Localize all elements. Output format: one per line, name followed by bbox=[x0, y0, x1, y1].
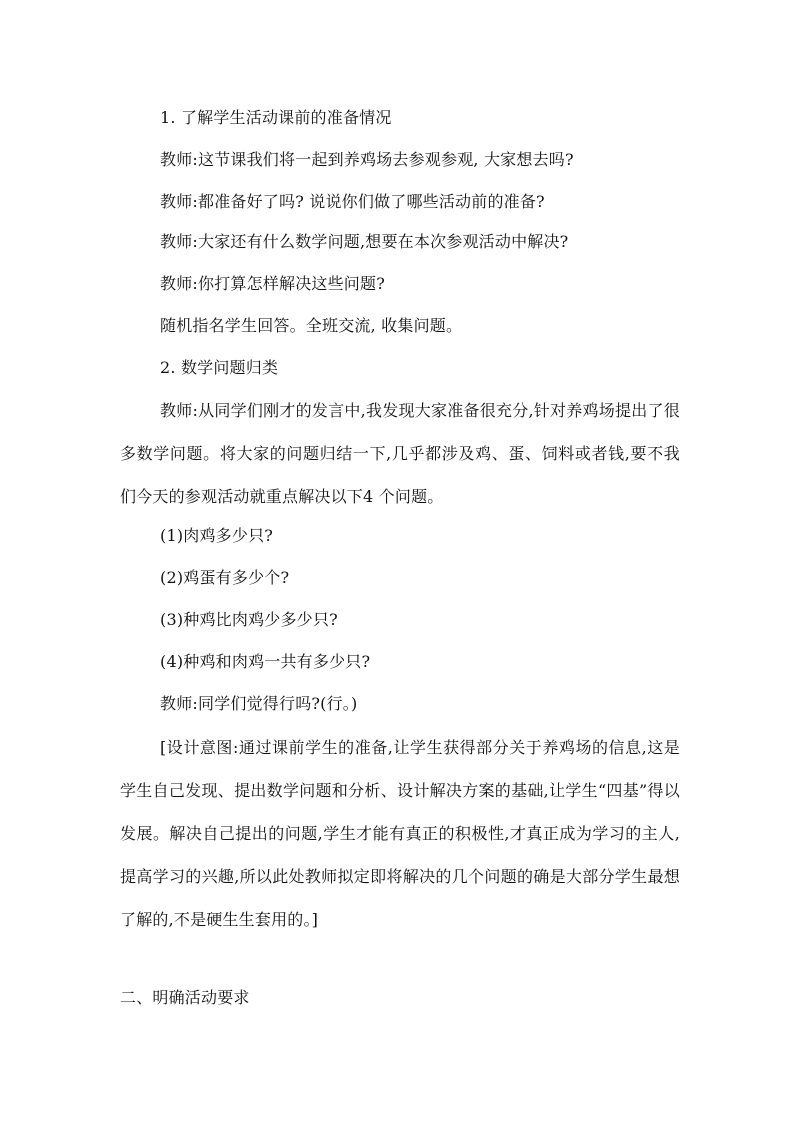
section-heading-2: 二、明确活动要求 bbox=[120, 988, 250, 1007]
teacher-line-2: 教师:都准备好了吗? 说说你们做了哪些活动前的准备? bbox=[160, 192, 545, 211]
question-3: (3)种鸡比肉鸡少多少只? bbox=[160, 610, 338, 629]
heading-2: 2. 数学问题归类 bbox=[160, 358, 279, 377]
teacher-line-4: 教师:你打算怎样解决这些问题? bbox=[160, 274, 385, 293]
question-2: (2)鸡蛋有多少个? bbox=[160, 568, 290, 587]
paragraph-1: 教师:从同学们刚才的发言中,我发现大家准备很充分,针对养鸡场提出了很多数学问题。将大家的问题归结一下,几乎都涉及鸡、蛋、饲料或者钱,要不我们今天的参观活动就重点解决以下4 个问题。 bbox=[120, 401, 680, 506]
question-4: (4)种鸡和肉鸡一共有多少只? bbox=[160, 652, 371, 671]
teacher-line-3: 教师:大家还有什么数学问题,想要在本次参观活动中解决? bbox=[160, 232, 569, 251]
teacher-line-1: 教师:这节课我们将一起到养鸡场去参观参观, 大家想去吗? bbox=[160, 150, 574, 169]
design-intent-paragraph: [设计意图:通过课前学生的准备,让学生获得部分关于养鸡场的信息,这是学生自己发现、提出数学问题和分析、设计解决方案的基础,让学生“四基”得以发展。解决自己提出的问题,学生才能有真正的积极性,才真正成为学习的主人,提高学习的兴趣,所以此处教师拟定即将解决的几个问题的确是大部分学生最想了解的,不是硬生生套用的。] bbox=[120, 738, 680, 929]
teacher-line-5: 教师:同学们觉得行吗?(行。) bbox=[160, 694, 358, 713]
question-1: (1)肉鸡多少只? bbox=[160, 526, 274, 545]
summary-line: 随机指名学生回答。全班交流, 收集问题。 bbox=[160, 316, 463, 335]
heading-1: 1. 了解学生活动课前的准备情况 bbox=[160, 108, 392, 127]
